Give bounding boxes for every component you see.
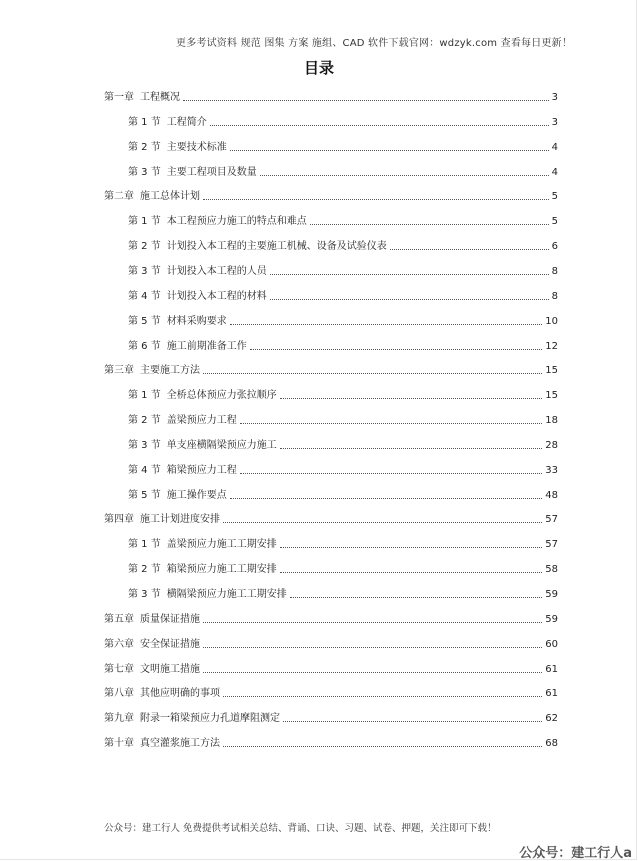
toc-chapter-entry[interactable] bbox=[104, 607, 558, 625]
toc-entry-label: 计划投入本工程的材料 bbox=[166, 290, 267, 302]
toc-entry-label: 单支座横隔梁预应力施工 bbox=[166, 439, 277, 451]
toc-page-number: 3 bbox=[551, 92, 558, 103]
toc-chapter-entry[interactable] bbox=[104, 507, 558, 525]
toc-leader-dots bbox=[310, 224, 549, 225]
toc-chapter-entry[interactable] bbox=[104, 706, 558, 724]
toc-entry-title bbox=[128, 212, 307, 227]
toc-page-number: 15 bbox=[545, 365, 558, 377]
toc-entry-number: 第 2 节 bbox=[128, 241, 161, 253]
toc-entry-label: 主要技术标准 bbox=[166, 141, 227, 153]
toc-page-number: 28 bbox=[545, 439, 558, 451]
toc-entry-number: 第 2 节 bbox=[128, 141, 161, 153]
toc-leader-dots bbox=[203, 199, 549, 200]
toc-page-number: 8 bbox=[551, 290, 558, 302]
toc-entry-label: 盖梁预应力工程 bbox=[166, 415, 237, 427]
toc-entry-label: 质量保证措施 bbox=[140, 613, 200, 625]
toc-page-number: 10 bbox=[545, 315, 558, 327]
toc-entry-label: 箱梁预应力施工工期安排 bbox=[166, 564, 277, 576]
toc-entry-number: 第六章 bbox=[104, 638, 134, 650]
toc-entry-number: 第九章 bbox=[104, 713, 134, 725]
toc-page-number: 59 bbox=[545, 613, 558, 625]
toc-entry-number: 第 2 节 bbox=[128, 415, 161, 427]
toc-section-entry[interactable] bbox=[128, 284, 558, 302]
toc-entry-label: 安全保证措施 bbox=[140, 638, 200, 650]
toc-page-number: 12 bbox=[545, 340, 558, 352]
toc-leader-dots bbox=[230, 498, 543, 499]
toc-leader-dots bbox=[223, 746, 542, 747]
toc-chapter-entry[interactable] bbox=[104, 632, 558, 650]
toc-entry-label: 工程概况 bbox=[140, 92, 180, 103]
toc-section-entry[interactable] bbox=[128, 135, 558, 153]
toc-entry-number: 第一章 bbox=[104, 92, 134, 103]
toc-page-number: 4 bbox=[551, 141, 558, 153]
toc-entry-title bbox=[128, 560, 277, 575]
toc-entry-title bbox=[128, 461, 237, 476]
toc-entry-title bbox=[128, 287, 267, 302]
toc-leader-dots bbox=[280, 572, 543, 573]
toc-entry-label: 施工前期准备工作 bbox=[166, 340, 247, 352]
toc-entry-title bbox=[104, 610, 200, 625]
toc-page-number: 33 bbox=[545, 464, 558, 476]
toc-entry-title bbox=[128, 585, 287, 600]
toc-entry-number: 第二章 bbox=[104, 191, 134, 203]
toc-entry-number: 第 3 节 bbox=[128, 265, 161, 277]
toc-leader-dots bbox=[203, 622, 542, 623]
toc-entry-title bbox=[128, 163, 257, 178]
toc-entry-title bbox=[128, 113, 207, 128]
toc-leader-dots bbox=[290, 597, 543, 598]
toc-section-entry[interactable] bbox=[128, 309, 558, 327]
toc-entry-title bbox=[104, 660, 200, 675]
toc-entry-title bbox=[104, 88, 180, 103]
toc-leader-dots bbox=[270, 299, 549, 300]
toc-section-entry[interactable] bbox=[128, 408, 558, 426]
toc-entry-number: 第 1 节 bbox=[128, 116, 161, 128]
toc-entry-title bbox=[104, 361, 200, 376]
toc-section-entry[interactable] bbox=[128, 483, 558, 501]
toc-page-number: 8 bbox=[551, 265, 558, 277]
toc-leader-dots bbox=[203, 373, 542, 374]
toc-entry-label: 其他应明确的事项 bbox=[140, 688, 220, 700]
toc-entry-label: 施工总体计划 bbox=[140, 191, 200, 203]
toc-page-number: 62 bbox=[545, 713, 558, 725]
toc-leader-dots bbox=[230, 324, 543, 325]
toc-leader-dots bbox=[223, 696, 542, 697]
toc-section-entry[interactable] bbox=[128, 234, 558, 252]
toc-entry-title bbox=[104, 734, 220, 749]
toc-entry-number: 第四章 bbox=[104, 514, 134, 526]
toc-chapter-entry[interactable] bbox=[104, 657, 558, 675]
toc-page-number: 3 bbox=[551, 116, 558, 128]
toc-page-number: 6 bbox=[551, 241, 558, 253]
toc-page-number: 57 bbox=[545, 514, 558, 526]
toc-leader-dots bbox=[240, 473, 543, 474]
toc-section-entry[interactable] bbox=[128, 334, 558, 352]
toc-entry-number: 第 3 节 bbox=[128, 589, 161, 600]
toc-entry-label: 主要工程项目及数量 bbox=[166, 166, 257, 178]
toc-section-entry[interactable] bbox=[128, 557, 558, 575]
toc-entry-label: 施工操作要点 bbox=[166, 489, 227, 501]
toc-entry-number: 第 5 节 bbox=[128, 315, 161, 327]
toc-section-entry[interactable] bbox=[128, 160, 558, 178]
toc-entry-number: 第 1 节 bbox=[128, 539, 161, 551]
toc-entry-number: 第七章 bbox=[104, 663, 134, 675]
toc-entry-title bbox=[128, 312, 227, 327]
toc-entry-title bbox=[128, 386, 277, 401]
toc-entry-title bbox=[128, 535, 277, 550]
toc-entry-title bbox=[128, 411, 237, 426]
toc-entry-title bbox=[104, 709, 280, 724]
page-title: 目录 bbox=[303, 59, 334, 77]
toc-entry-label: 横隔梁预应力施工工期安排 bbox=[166, 589, 287, 600]
toc-entry-label: 工程简介 bbox=[166, 116, 207, 128]
toc-leader-dots bbox=[280, 547, 543, 548]
toc-entry-title bbox=[104, 510, 220, 525]
toc-entry-label: 本工程预应力施工的特点和难点 bbox=[166, 216, 307, 228]
toc-page-number: 5 bbox=[551, 191, 558, 203]
toc-page-number: 4 bbox=[551, 166, 558, 178]
toc-entry-label: 真空灌浆施工方法 bbox=[140, 738, 220, 750]
toc-entry-number: 第 4 节 bbox=[128, 290, 161, 302]
toc-entry-number: 第八章 bbox=[104, 688, 134, 700]
toc-leader-dots bbox=[270, 274, 549, 275]
toc-entry-number: 第三章 bbox=[104, 365, 134, 377]
toc-entry-title bbox=[104, 684, 220, 699]
toc-entry-title bbox=[104, 635, 200, 650]
toc-leader-dots bbox=[223, 522, 542, 523]
toc-section-entry[interactable] bbox=[128, 582, 558, 600]
toc-section-entry[interactable] bbox=[128, 532, 558, 550]
toc-section-entry[interactable] bbox=[128, 433, 558, 451]
toc-entry-title bbox=[128, 237, 387, 252]
toc-entry-label: 计划投入本工程的主要施工机械、设备及试验仪表 bbox=[166, 241, 387, 253]
toc-leader-dots bbox=[240, 423, 543, 424]
toc-leader-dots bbox=[203, 647, 542, 648]
toc-entry-number: 第 4 节 bbox=[128, 464, 161, 476]
toc-entry-title bbox=[128, 486, 227, 501]
toc-entry-number: 第十章 bbox=[104, 738, 134, 750]
toc-leader-dots bbox=[230, 150, 549, 151]
toc-chapter-entry[interactable] bbox=[104, 681, 558, 699]
toc-section-entry[interactable] bbox=[128, 259, 558, 277]
toc-leader-dots bbox=[280, 448, 543, 449]
toc-page-number: 68 bbox=[545, 738, 558, 750]
toc-entry-number: 第五章 bbox=[104, 613, 134, 625]
toc-chapter-entry[interactable] bbox=[104, 85, 558, 103]
toc-chapter-entry[interactable] bbox=[104, 184, 558, 202]
toc-entry-number: 第 3 节 bbox=[128, 166, 161, 178]
toc-entry-label: 附录一箱梁预应力孔道摩阻测定 bbox=[140, 713, 280, 725]
toc-page-number: 48 bbox=[545, 489, 558, 501]
toc-section-entry[interactable] bbox=[128, 209, 558, 227]
toc-chapter-entry[interactable] bbox=[104, 358, 558, 376]
toc-entry-number: 第 2 节 bbox=[128, 564, 161, 576]
toc-entry-title bbox=[128, 138, 227, 153]
toc-entry-number: 第 3 节 bbox=[128, 439, 161, 451]
toc-entry-label: 计划投入本工程的人员 bbox=[166, 265, 267, 277]
toc-section-entry[interactable] bbox=[128, 383, 558, 401]
toc-page-number: 60 bbox=[545, 638, 558, 650]
footer-note: 公众号：建工行人 免费提供考试相关总结、背诵、口诀、习题、试卷、押题，关注即可下载！ bbox=[104, 823, 497, 834]
toc-page-number: 18 bbox=[545, 415, 558, 427]
toc-entry-title bbox=[128, 262, 267, 277]
toc-leader-dots bbox=[210, 125, 549, 126]
toc-entry-number: 第 1 节 bbox=[128, 390, 161, 402]
toc-page-number: 15 bbox=[545, 390, 558, 402]
toc-entry-label: 文明施工措施 bbox=[140, 663, 200, 675]
toc-leader-dots bbox=[280, 398, 543, 399]
watermark: 公众号：建工行人a bbox=[519, 846, 632, 861]
toc-page-number: 57 bbox=[545, 539, 558, 551]
toc-entry-title bbox=[104, 187, 200, 202]
toc-leader-dots bbox=[203, 672, 542, 673]
toc-page-number: 59 bbox=[545, 589, 558, 600]
toc-entry-title bbox=[128, 337, 247, 352]
toc-page-number: 58 bbox=[545, 564, 558, 576]
toc-page-number: 61 bbox=[545, 663, 558, 675]
toc-entry-label: 材料采购要求 bbox=[166, 315, 227, 327]
toc-entry-title bbox=[128, 436, 277, 451]
toc-leader-dots bbox=[283, 721, 542, 722]
toc-entry-number: 第 1 节 bbox=[128, 216, 161, 228]
toc-entry-label: 全桥总体预应力张拉顺序 bbox=[166, 390, 277, 402]
toc-entry-label: 箱梁预应力工程 bbox=[166, 464, 237, 476]
toc-entry-label: 主要施工方法 bbox=[140, 365, 200, 377]
toc-section-entry[interactable] bbox=[128, 458, 558, 476]
toc-leader-dots bbox=[250, 349, 543, 350]
toc-section-entry[interactable] bbox=[128, 110, 558, 128]
toc-page-number: 61 bbox=[545, 688, 558, 700]
toc-leader-dots bbox=[183, 100, 549, 101]
toc-entry-label: 盖梁预应力施工工期安排 bbox=[166, 539, 277, 551]
header-note: 更多考试资料 规范 图集 方案 施组、CAD 软件下载官网：wdzyk.com 查看每日更新！ bbox=[176, 38, 573, 49]
toc-entry-number: 第 6 节 bbox=[128, 340, 161, 352]
toc-leader-dots bbox=[260, 175, 549, 176]
toc-page-number: 5 bbox=[551, 216, 558, 228]
toc-chapter-entry[interactable] bbox=[104, 731, 558, 749]
toc-entry-number: 第 5 节 bbox=[128, 489, 161, 501]
toc-entry-label: 施工计划进度安排 bbox=[140, 514, 220, 526]
toc-leader-dots bbox=[390, 249, 549, 250]
